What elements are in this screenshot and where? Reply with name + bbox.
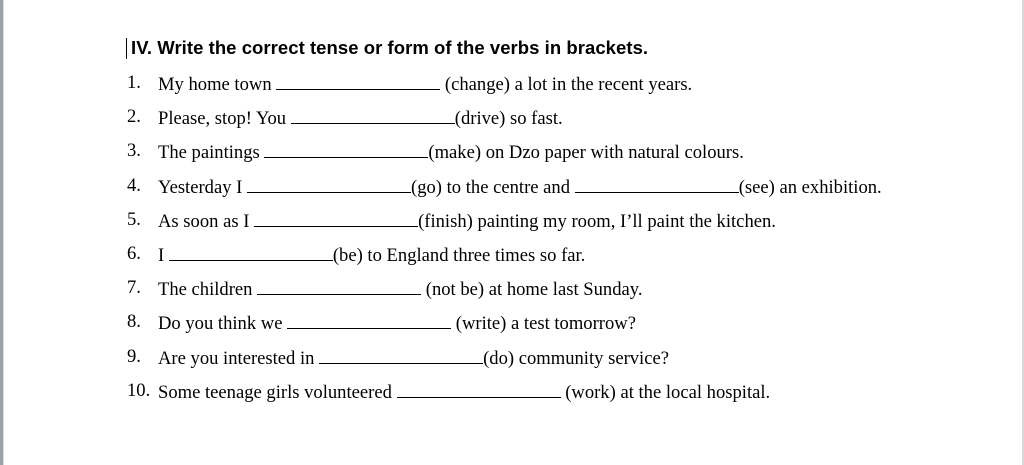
text-cursor <box>126 38 127 59</box>
item-text <box>158 209 776 233</box>
exercise-heading[interactable]: IV. Write the correct tense or form of the verbs in brackets. <box>131 37 649 58</box>
answer-blank[interactable] <box>291 106 455 124</box>
item-text-part: (not be) at home last Sunday. <box>421 279 643 301</box>
item-text <box>158 175 882 199</box>
item-text-part: Please, stop! You <box>158 108 291 130</box>
item-text-part: (finish) painting my room, I’ll paint the kitchen. <box>418 210 776 232</box>
item-number: 10. <box>127 379 151 401</box>
item-text-part: The paintings <box>158 142 265 164</box>
item-text <box>158 346 669 370</box>
answer-blank[interactable] <box>575 175 739 193</box>
item-number: 8. <box>127 311 141 333</box>
item-text-part: (write) a test tomorrow? <box>451 313 636 335</box>
item-text-part: (work) at the local hospital. <box>560 381 771 403</box>
item-text-part: (be) to England three times so far. <box>332 244 586 266</box>
item-text-part: (change) a lot in the recent years. <box>440 74 693 95</box>
item-text-part: As soon as I <box>158 210 255 232</box>
item-text-part: Yesterday I <box>158 176 248 198</box>
item-number: 7. <box>127 277 141 299</box>
answer-blank[interactable] <box>169 243 333 261</box>
item-text-part: (go) to the centre and <box>411 176 575 198</box>
answer-blank[interactable] <box>264 140 428 158</box>
answer-blank[interactable] <box>319 346 483 364</box>
item-number: 4. <box>127 174 141 196</box>
answer-blank[interactable] <box>276 72 440 90</box>
answer-blank[interactable] <box>254 209 418 227</box>
item-text-part: (drive) so fast. <box>454 108 563 130</box>
item-number: 6. <box>127 242 141 264</box>
window-left-border-inner <box>3 0 4 465</box>
answer-blank[interactable] <box>247 175 411 193</box>
item-text <box>158 380 770 404</box>
item-text-part: I <box>158 244 169 266</box>
answer-blank[interactable] <box>257 277 421 295</box>
item-text-part: Are you interested in <box>158 347 320 369</box>
item-text <box>158 72 692 96</box>
answer-blank[interactable] <box>397 380 561 398</box>
item-text-part: Some teenage girls volunteered <box>158 381 397 403</box>
item-number: 2. <box>127 106 141 128</box>
item-number: 3. <box>127 140 141 162</box>
item-number: 5. <box>127 208 141 230</box>
item-number: 9. <box>127 345 141 367</box>
item-text-part: Do you think we <box>158 313 288 335</box>
item-text-part: (see) an exhibition. <box>738 176 882 198</box>
item-text <box>158 277 642 301</box>
item-text <box>158 106 563 130</box>
item-text-part: (make) on Dzo paper with natural colours. <box>428 142 744 164</box>
item-text-part: The children <box>158 279 258 301</box>
item-text <box>158 243 585 267</box>
item-text <box>158 311 636 335</box>
item-number: 1. <box>127 72 141 93</box>
answer-blank[interactable] <box>287 311 451 329</box>
item-text <box>158 140 744 164</box>
item-text-part: (do) community service? <box>483 347 669 369</box>
item-text-part: My home town <box>158 74 277 95</box>
